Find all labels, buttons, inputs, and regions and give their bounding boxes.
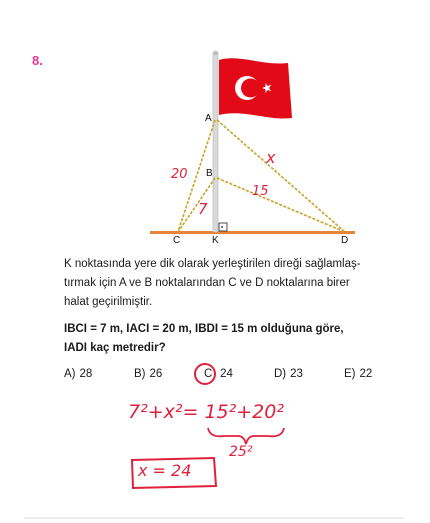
choice-value: 28 <box>79 368 93 380</box>
question-text-line: tırmak için A ve B noktalarından C ve D noktalarına birer <box>64 277 350 289</box>
given-line: IADI kaç metredir? <box>64 342 166 354</box>
handwritten-equation: 7²+x²= 15²+20² <box>128 401 284 423</box>
choice-value: 24 <box>220 368 233 380</box>
choice-letter: A) <box>64 368 76 380</box>
label-d: D <box>341 235 349 246</box>
choice-letter: D) <box>274 368 287 380</box>
choice-letter: E) <box>344 368 356 380</box>
choice-value: 23 <box>290 368 303 380</box>
question-text-line: halat geçirilmiştir. <box>64 296 153 308</box>
question-number: 8. <box>32 53 43 68</box>
page-bottom-divider <box>24 517 404 519</box>
label-c: C <box>173 235 181 246</box>
handwritten-brace <box>208 428 284 444</box>
choice-value: 22 <box>359 368 373 380</box>
choice-letter: C) <box>204 368 217 380</box>
selected-choice-circle <box>195 364 215 384</box>
label-a: A <box>205 113 212 124</box>
handwritten-answer: x = 24 <box>138 461 192 480</box>
given-line: IBCI = 7 m, IACI = 20 m, IBDI = 15 m olduğuna göre, <box>64 323 344 335</box>
question-text-line: K noktasında yere dik olarak yerleştirilen direği sağlamlaş- <box>64 258 361 270</box>
handwritten-label-7: 7 <box>198 200 208 218</box>
handwritten-sub-note: 25² <box>229 444 253 460</box>
label-b: B <box>206 168 213 179</box>
handwritten-label-15: 15 <box>252 184 269 199</box>
handwritten-label-x: x <box>266 148 276 167</box>
choice-value: 26 <box>149 368 163 380</box>
choice-letter: B) <box>134 368 146 380</box>
handwritten-label-20: 20 <box>171 167 188 182</box>
label-k: K <box>212 235 219 246</box>
